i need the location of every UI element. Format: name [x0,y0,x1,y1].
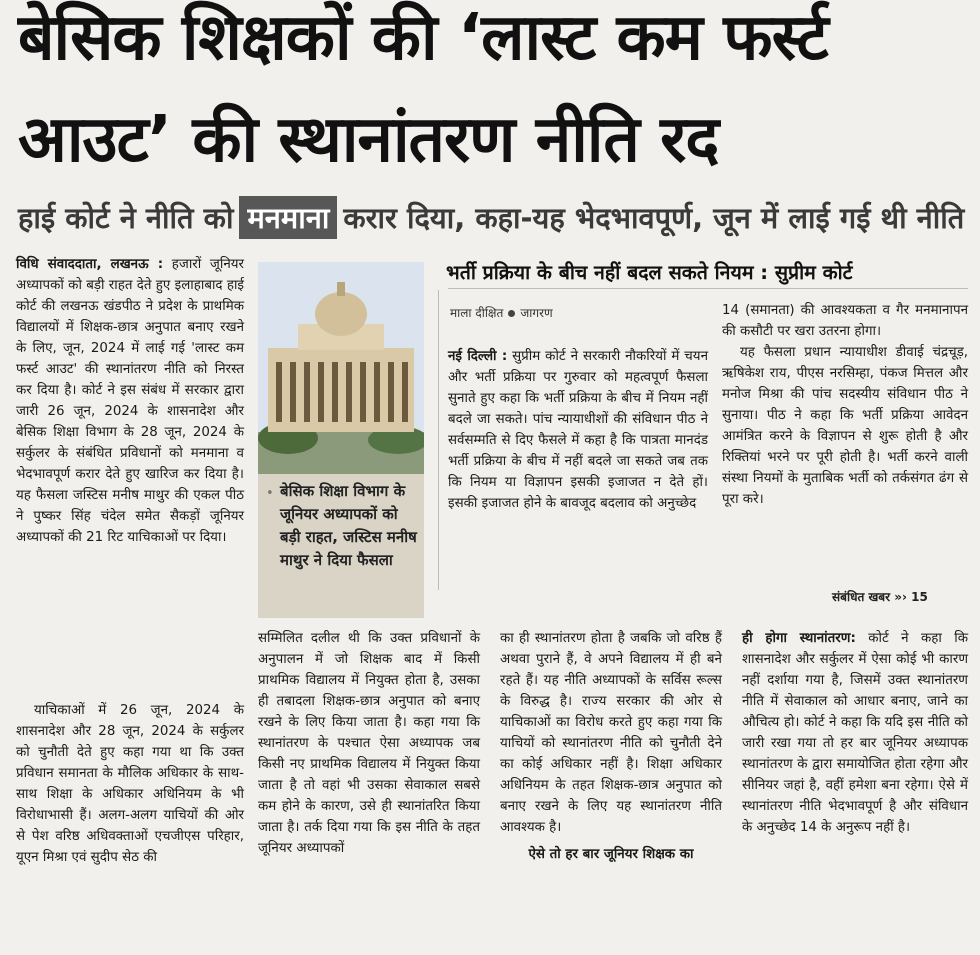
main-story-dateline: विधि संवाददाता, लखनऊ : [16,257,164,272]
main-story-column-2 [258,628,480,859]
main-story-para-1: हजारों जूनियर अध्यापकों को बड़ी राहत देते हुए इलाहाबाद हाई कोर्ट की लखनऊ खंडपीठ ने प्रदेश के प्राथमिक विद्यालयों में शिक्षक-छात्र अनुपात बनाए रखने के लिए, जून, 2024 में लाई गई 'लास्ट कम फर्स्ट आउट' की स्थानांतरण नीति को निरस्त कर दिया है। कोर्ट ने इस संबंध में सरकार द्वारा जारी 26 जून, 2024 के शासनादेश और बेसिक शिक्षा विभाग के 28 जून, 2024 के सर्कुलर के संबंधित प्रविधानों को मनमाना व भेदभावपूर्ण करार देते हुए खारिज कर दिया है। यह फैसला जस्टिस मनीष माथुर की एकल पीठ ने पुष्कर सिंह चंदेल समेत सैकड़ों जूनियर अध्यापकों की 21 रिट याचिकाओं पर दिया। [16,257,245,545]
main-story-cont-1: सम्मिलित दलील थी कि उक्त प्रविधानों के अनुपालन में जो शिक्षक बाद में किसी प्राथमिक विद्यालय में नियुक्त होता है, उसका ही तबादला शिक्षक-छात्र अनुपात को बनाए रखने के लिए किया जाता है। कहा गया कि स्थानांतरण के पश्चात ऐसा अध्यापक जब किसी नए प्राथमिक विद्यालय में नियुक्त किया जाता है तो वहां भी उसका सेवाकाल सबसे कम होने के कारण, उसे ही स्थानांतरित किया जाता है। तर्क दिया गया कि इस नीति के तहत जूनियर अध्यापकों [258,631,480,856]
sc-story-column-1 [448,346,708,514]
sc-story-dateline: नई दिल्ली : [448,349,508,364]
sc-story-byline [450,304,553,321]
column-divider [438,290,439,590]
byline-dot-icon [508,310,515,317]
main-story-column-1 [16,254,244,548]
sc-story-title: भर्ती प्रक्रिया के बीच नहीं बदल सकते नियम : सुप्रीम कोर्ट [446,261,853,284]
headline-line-2: आउट’ की स्थानांतरण नीति रद [18,103,719,177]
sc-story-column-2 [722,300,968,510]
bullet-dot-icon: • [266,486,274,501]
main-story-para-2: याचिकाओं में 26 जून, 2024 के शासनादेश और 28 जून, 2024 के सर्कुलर को चुनौती देते हुए कहा गया था कि उक्त प्रविधान समानता के मौलिक अधिकार के साथ-साथ शिक्षा के अधिकार अधिनियम के भी विरोधाभासी हैं। अलग-अलग याचियों की ओर से पेश वरिष्ठ अधिवक्ताओं एचजीएस परिहार, यूएन मिश्रा एवं सुदीप सेठ की [16,703,244,865]
headline-line-1: बेसिक शिक्षकों की ‘लास्ट कम फर्स्ट [18,1,828,75]
byline-source: जागरण [520,306,553,320]
photo-caption-text: बेसिक शिक्षा विभाग के जूनियर अध्यापकों को बड़ी राहत, जस्टिस मनीष माथुर ने दिया फैसला [280,482,417,569]
related-news-link[interactable]: संबंधित खबर »› 15 [832,590,928,604]
sc-story-text-2b: यह फैसला प्रधान न्यायाधीश डीवाई चंद्रचूड़, ऋषिकेश राय, पीएस नरसिम्हा, पंकज मित्तल और मनोज मिश्रा की पांच सदस्यीय संविधान पीठ ने सुनाया। पीठ ने कहा कि भर्ती प्रक्रिया आवेदन आमंत्रित करने के विज्ञापन से शुरू होती है और रिक्तियां भरने पर पूरी होती है। भर्ती करने वाली संस्था नियमों के मुताबिक भर्ती को तर्कसंगत ढंग से पूरा करे। [722,345,968,507]
main-story-subheading: ऐसे तो हर बार जूनियर शिक्षक का [528,847,694,862]
subheadline-highlight: मनमाना [239,196,337,239]
photo-building-icon [258,262,424,474]
main-story-column-3 [500,628,722,865]
court-building-photo [258,262,424,474]
sc-story-text-1: सुप्रीम कोर्ट ने सरकारी नौकरियों में चयन और भर्ती प्रक्रिया पर गुरुवार को महत्वपूर्ण फैसला सुनाते हुए कहा कि भर्ती प्रक्रिया के बीच में नियम नहीं बदले जा सकते। पांच न्यायाधीशों की संविधान पीठ ने सर्वसम्मति से दिए फैसले में कहा है कि पात्रता मानदंड भर्ती प्रक्रिया के बीच में नहीं बदले जा सकते जब तक कि नियम या विज्ञापन इसकी इजाजत न देते हों। इसकी इजाजत होने के बावजूद बदलाव को अनुच्छेद [448,349,708,511]
subheadline [18,196,964,239]
main-story-column-1-cont [16,700,244,868]
subheadline-before: हाई कोर्ट ने नीति को [18,201,234,235]
title-divider [448,288,968,289]
main-story-column-4 [742,628,968,838]
photo-caption [258,474,424,618]
main-story-cont-3: कोर्ट ने कहा कि शासनादेश और सर्कुलर में ऐसा कोई भी कारण नहीं दर्शाया गया है, जिसमें उक्त स्थानांतरण नीति में सेवाकाल को आधार बनाए, जाने का औचित्य हो। कोर्ट ने कहा कि यदि इस नीति को जारी रखा गया तो हर बार जूनियर अध्यापक स्थानांतरण के द्वारा समायोजित होता रहेगा और सीनियर जहां है, वहीं हमेशा बना रहेगा। ऐसे में स्थानांतरण नीति भेदभावपूर्ण है और संविधान के अनुच्छेद 14 के अनुरूप नहीं है। [742,631,969,835]
sc-story-text-2a: 14 (समानता) की आवश्यकता व गैर मनमानापन की कसौटी पर खरा उतरना होगा। [722,303,968,339]
subheadline-after: करार दिया, कहा-यह भेदभावपूर्ण, जून में लाई गई थी नीति [343,201,965,235]
main-story-subheading-cont: ही होगा स्थानांतरण: [742,631,856,646]
byline-author: माला दीक्षित [450,306,504,320]
main-story-cont-2: का ही स्थानांतरण होता है जबकि जो वरिष्ठ हैं अथवा पुराने हैं, वे अपने विद्यालय में ही बने रहते हैं। यह नीति अध्यापकों के सर्विस रूल्स के विरुद्ध है। राज्य सरकार की ओर से याचिकाओं का विरोध करते हुए कहा गया कि याचियों को स्थानांतरण नीति को चुनौती देने का कोई अधिकार नहीं है। शिक्षा अधिकार अधिनियम के तहत शिक्षक-छात्र अनुपात को बनाए रखने के लिए यह स्थानांतरण नीति आवश्यक है। [500,631,722,835]
